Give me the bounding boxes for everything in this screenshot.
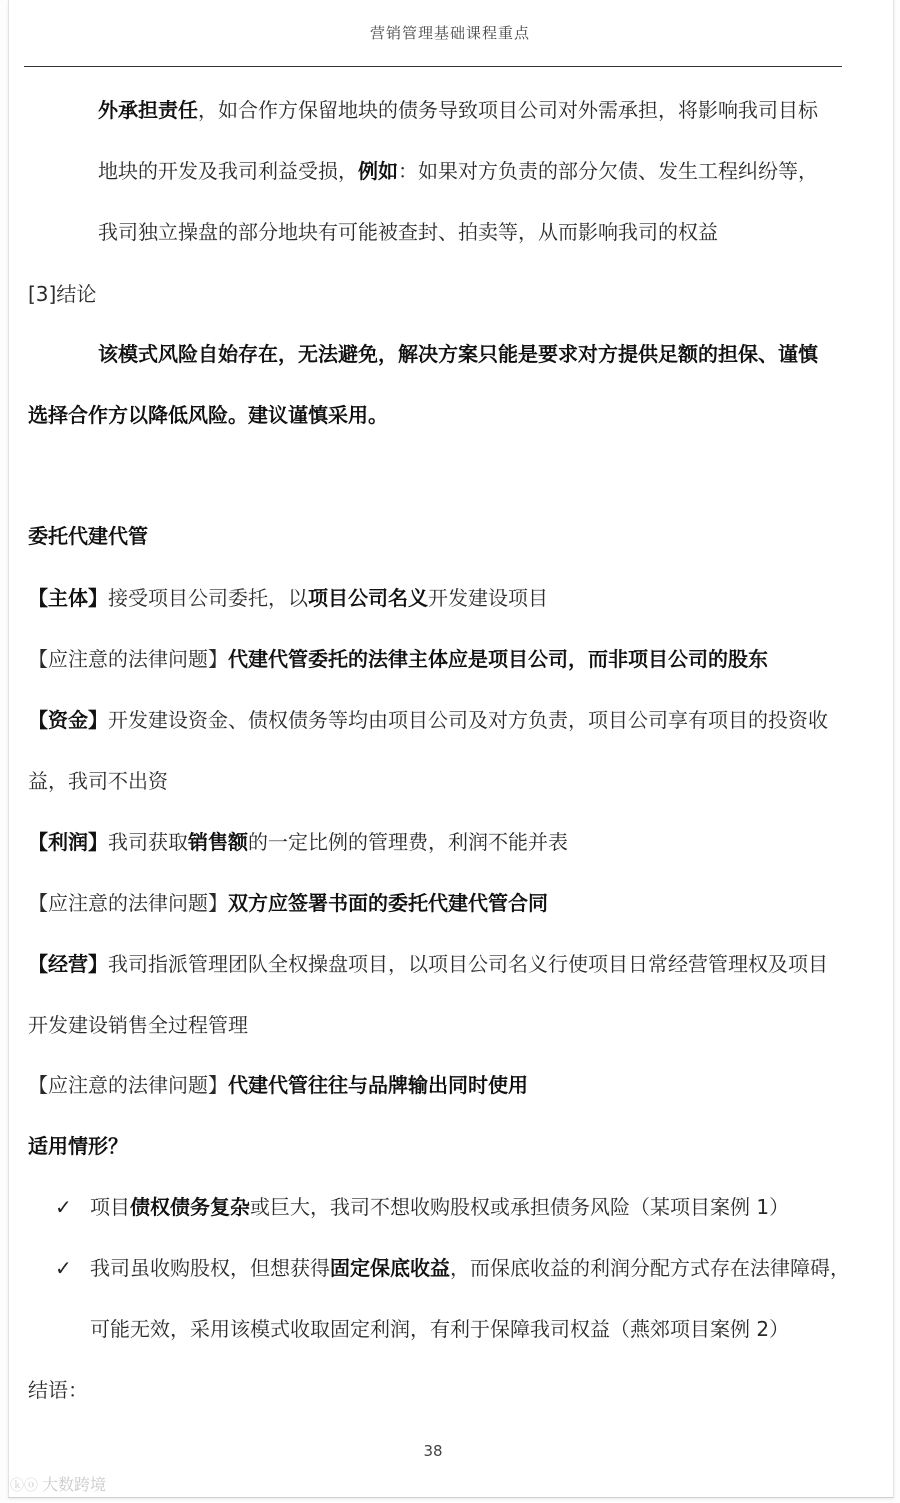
header-divider bbox=[24, 66, 842, 67]
conclusion-line: 该模式风险自始存在，无法避免，解决方案只能是要求对方提供足额的担保、谨慎 bbox=[98, 342, 818, 366]
section-title: 委托代建代管 bbox=[28, 524, 148, 548]
text-span: 我司虽收购股权，但想获得 bbox=[90, 1256, 330, 1280]
bold-term: 双方应签署书面的委托代建代管合同 bbox=[228, 891, 548, 915]
text-span: ，如合作方保留地块的债务导致项目公司对外需承担，将影响我司目标 bbox=[198, 98, 818, 122]
text-span: 项目 bbox=[90, 1195, 130, 1219]
bracket-label: 【利润】 bbox=[28, 830, 108, 854]
bracket-label: 【主体】 bbox=[28, 586, 108, 610]
legal-issue-line bbox=[28, 889, 548, 917]
watermark-logo-icon: ⓚⓞ bbox=[10, 1478, 38, 1494]
conclusion-heading: [3]结论 bbox=[28, 282, 97, 306]
bold-term: 例如 bbox=[358, 159, 398, 183]
bullet-item-continuation: 可能无效，采用该模式收取固定利润，有利于保障我司权益（燕郊项目案例 2） bbox=[90, 1317, 790, 1341]
paragraph-line bbox=[98, 96, 818, 124]
text-span: ，而保底收益的利润分配方式存在法律障碍， bbox=[450, 1256, 850, 1280]
text-span: 开发建设项目 bbox=[428, 586, 548, 610]
page-number: 38 bbox=[423, 1442, 443, 1460]
closing-heading: 结语： bbox=[28, 1378, 88, 1402]
legal-issue-line bbox=[28, 645, 768, 673]
bracket-label: 【应注意的法律问题】 bbox=[28, 891, 228, 915]
bold-term: 代建代管委托的法律主体应是项目公司，而非项目公司的股东 bbox=[228, 647, 768, 671]
checkmark-icon: ✓ bbox=[55, 1195, 72, 1219]
page-header-title: 营销管理基础课程重点 bbox=[369, 24, 530, 42]
checkmark-icon: ✓ bbox=[55, 1256, 72, 1280]
text-span: 开发建设资金、债权债务等均由项目公司及对方负责，项目公司享有项目的投资收 bbox=[108, 708, 828, 732]
applicable-heading: 适用情形？ bbox=[28, 1134, 128, 1158]
funds-line bbox=[28, 706, 828, 734]
operations-line: 开发建设销售全过程管理 bbox=[28, 1013, 248, 1037]
bold-term: 项目公司名义 bbox=[308, 586, 428, 610]
text-span: 接受项目公司委托，以 bbox=[108, 586, 308, 610]
bold-term: 外承担责任 bbox=[98, 98, 198, 122]
bracket-label: 【经营】 bbox=[28, 952, 108, 976]
legal-issue-line bbox=[28, 1071, 528, 1099]
watermark bbox=[10, 1472, 106, 1495]
bracket-label: 【应注意的法律问题】 bbox=[28, 647, 228, 671]
text-span: 的一定比例的管理费，利润不能并表 bbox=[248, 830, 568, 854]
paragraph-line bbox=[98, 157, 818, 185]
paragraph-line: 我司独立操盘的部分地块有可能被查封、拍卖等，从而影响我司的权益 bbox=[98, 220, 718, 244]
text-span: 我司获取 bbox=[108, 830, 188, 854]
watermark-text: 大数跨境 bbox=[42, 1475, 107, 1494]
bold-term: 债权债务复杂 bbox=[130, 1195, 250, 1219]
bold-term: 销售额 bbox=[188, 830, 248, 854]
conclusion-line: 选择合作方以降低风险。建议谨慎采用。 bbox=[28, 403, 388, 427]
bracket-label: 【资金】 bbox=[28, 708, 108, 732]
bold-term: 固定保底收益 bbox=[330, 1256, 450, 1280]
text-span: 地块的开发及我司利益受损， bbox=[98, 159, 358, 183]
text-span: ：如果对方负责的部分欠债、发生工程纠纷等， bbox=[398, 159, 818, 183]
text-span: 我司指派管理团队全权操盘项目，以项目公司名义行使项目日常经营管理权及项目 bbox=[108, 952, 828, 976]
funds-line: 益，我司不出资 bbox=[28, 769, 168, 793]
bracket-label: 【应注意的法律问题】 bbox=[28, 1073, 228, 1097]
profit-line bbox=[28, 828, 568, 856]
bullet-item bbox=[90, 1254, 850, 1282]
text-span: 或巨大，我司不想收购股权或承担债务风险（某项目案例 1） bbox=[250, 1195, 790, 1219]
subject-line bbox=[28, 584, 548, 612]
operations-line bbox=[28, 950, 828, 978]
bullet-item bbox=[90, 1193, 789, 1221]
bold-term: 代建代管往往与品牌输出同时使用 bbox=[228, 1073, 528, 1097]
